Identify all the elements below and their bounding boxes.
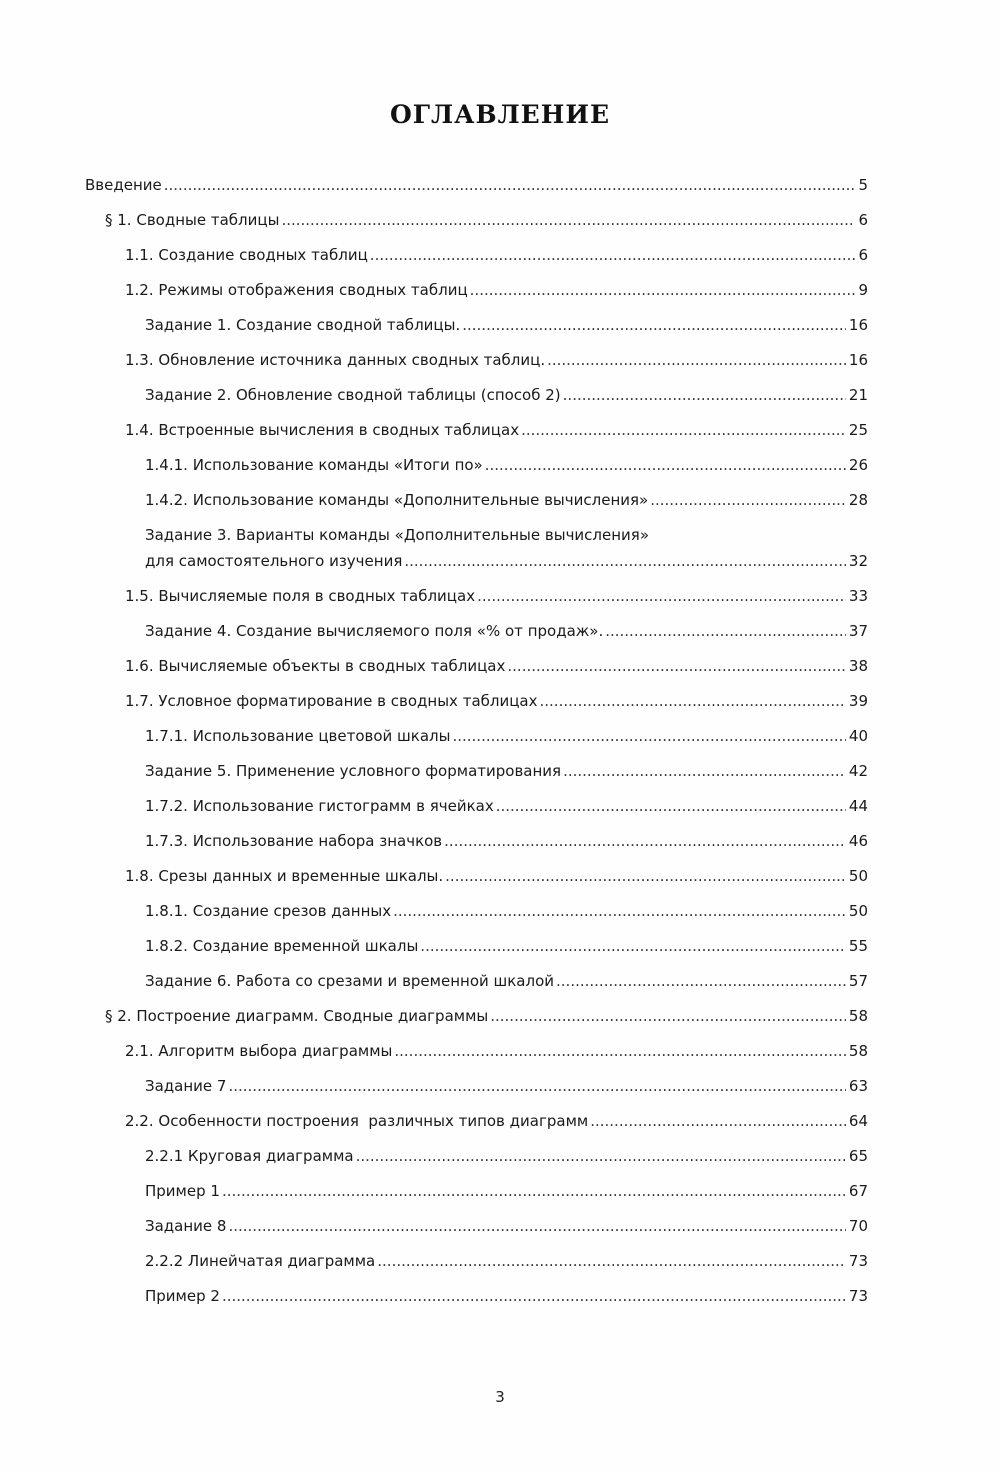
- toc-page-number: 5: [858, 176, 868, 194]
- toc-entry-1-1[interactable]: [125, 246, 868, 265]
- dot-leader: [485, 456, 846, 475]
- toc-page-number: 73: [848, 1252, 868, 1270]
- toc-page-number: 16: [848, 316, 868, 334]
- toc-page-number: 38: [848, 657, 868, 675]
- toc-entry-1-4[interactable]: [125, 421, 868, 440]
- dot-leader: [281, 211, 855, 230]
- toc-entry-text: Задание 1. Создание сводной таблицы.: [145, 316, 461, 334]
- toc-entry-text: 1.8.2. Создание временной шкалы: [145, 937, 419, 955]
- dot-leader: [394, 1042, 846, 1061]
- toc-entry-text: 1.3. Обновление источника данных сводных таблиц.: [125, 351, 546, 369]
- toc-page-number: 64: [848, 1112, 868, 1130]
- page-number: 3: [495, 1388, 505, 1406]
- dot-leader: [222, 1287, 846, 1306]
- toc-entry-task-5[interactable]: [145, 762, 868, 781]
- toc-entry-task-6[interactable]: [145, 972, 868, 991]
- toc-entry-2-2-2[interactable]: [145, 1252, 868, 1271]
- dot-leader: [377, 1252, 846, 1271]
- toc-page-number: 63: [848, 1077, 868, 1095]
- toc-entry-example-1[interactable]: [145, 1182, 868, 1201]
- toc-page-number: 32: [848, 552, 868, 570]
- toc-entry-text: 1.8. Срезы данных и временные шкалы.: [125, 867, 444, 885]
- toc-page-number: 9: [858, 281, 868, 299]
- toc-page-number: 73: [848, 1287, 868, 1305]
- dot-leader: [556, 972, 846, 991]
- dot-leader: [650, 491, 846, 510]
- toc-entry-text: 2.1. Алгоритм выбора диаграммы: [125, 1042, 393, 1060]
- toc-page-number: 26: [848, 456, 868, 474]
- dot-leader: [563, 762, 846, 781]
- toc-page-number: 46: [848, 832, 868, 850]
- toc-page-number: 57: [848, 972, 868, 990]
- dot-leader: [563, 386, 846, 405]
- toc-entry-2-1[interactable]: [125, 1042, 868, 1061]
- dot-leader: [452, 727, 845, 746]
- toc-entry-task-8[interactable]: [145, 1217, 868, 1236]
- toc-entry-text: § 1. Сводные таблицы: [105, 211, 280, 229]
- toc-entry-text: 2.2.1 Круговая диаграмма: [145, 1147, 354, 1165]
- dot-leader: [222, 1182, 846, 1201]
- toc-entry-1-6[interactable]: [125, 657, 868, 676]
- dot-leader: [490, 1007, 846, 1026]
- toc-entry-text: 2.2. Особенности построения различных типов диаграмм: [125, 1112, 589, 1130]
- toc-entry-text: Введение: [85, 176, 162, 194]
- toc-page-number: 33: [848, 587, 868, 605]
- toc-entry-1-4-1[interactable]: [145, 456, 868, 475]
- page-title: ОГЛАВЛЕНИЕ: [389, 100, 611, 129]
- dot-leader: [540, 692, 846, 711]
- toc-entry-2-2-1[interactable]: [145, 1147, 868, 1166]
- toc-entry-2-2[interactable]: [125, 1112, 868, 1131]
- toc-page-number: 40: [848, 727, 868, 745]
- toc-entry-1-7-1[interactable]: [145, 727, 868, 746]
- toc-entry-text: § 2. Построение диаграмм. Сводные диаграммы: [105, 1007, 489, 1025]
- toc-entry-task-1[interactable]: [145, 316, 868, 335]
- toc-entry-text: 1.5. Вычисляемые поля в сводных таблицах: [125, 587, 476, 605]
- toc-entry-task-7[interactable]: [145, 1077, 868, 1096]
- toc-entry-1-5[interactable]: [125, 587, 868, 606]
- toc-entry-text: 1.8.1. Создание срезов данных: [145, 902, 392, 920]
- toc-entry-text: 1.7. Условное форматирование в сводных таблицах: [125, 692, 538, 710]
- toc-page-number: 6: [858, 246, 868, 264]
- toc-entry-section-1[interactable]: [105, 211, 868, 230]
- dot-leader: [496, 797, 846, 816]
- toc-page-number: 70: [848, 1217, 868, 1235]
- dot-leader: [393, 902, 846, 921]
- toc-page-number: 65: [848, 1147, 868, 1165]
- toc-entry-task-4[interactable]: [145, 622, 868, 641]
- toc-entry-1-4-2[interactable]: [145, 491, 868, 510]
- toc-entry-text: 1.7.3. Использование набора значков: [145, 832, 443, 850]
- dot-leader: [470, 281, 856, 300]
- toc-entry-text: 1.4.2. Использование команды «Дополнительные вычисления»: [145, 491, 649, 509]
- dot-leader: [228, 1077, 845, 1096]
- toc-entry-text: Задание 2. Обновление сводной таблицы (способ 2): [145, 386, 561, 404]
- toc-entry-text: Задание 7: [145, 1077, 227, 1095]
- toc-entry-text: Задание 8: [145, 1217, 227, 1235]
- dot-leader: [445, 867, 846, 886]
- toc-page-number: 39: [848, 692, 868, 710]
- toc-entry-1-8[interactable]: [125, 867, 868, 886]
- toc-entry-text: Задание 3. Варианты команды «Дополнительные вычисления»: [145, 526, 649, 544]
- dot-leader: [507, 657, 846, 676]
- toc-page-number: 44: [848, 797, 868, 815]
- toc-entry-section-2[interactable]: [105, 1007, 868, 1026]
- toc-entry-text: для самостоятельного изучения: [145, 552, 403, 570]
- dot-leader: [404, 552, 846, 571]
- toc-page-number: 50: [848, 867, 868, 885]
- toc-entry-1-8-1[interactable]: [145, 902, 868, 921]
- toc-entry-text: Пример 1: [145, 1182, 220, 1200]
- dot-leader: [477, 587, 846, 606]
- toc-page-number: 28: [848, 491, 868, 509]
- dot-leader: [590, 1112, 846, 1131]
- toc-entry-text: Задание 5. Применение условного форматирования: [145, 762, 562, 780]
- toc-entry-text: 1.1. Создание сводных таблиц: [125, 246, 368, 264]
- dot-leader: [356, 1147, 846, 1166]
- toc-entry-text: Задание 6. Работа со срезами и временной шкалой: [145, 972, 555, 990]
- toc-entry-1-2[interactable]: [125, 281, 868, 300]
- dot-leader: [420, 937, 846, 956]
- dot-leader: [228, 1217, 845, 1236]
- toc-entry-text: Пример 2: [145, 1287, 220, 1305]
- toc-entry-task-3[interactable]: [145, 552, 868, 571]
- toc-page-number: 50: [848, 902, 868, 920]
- toc-entry-text: 1.4.1. Использование команды «Итоги по»: [145, 456, 483, 474]
- toc-entry-1-8-2[interactable]: [145, 937, 868, 956]
- dot-leader: [547, 351, 846, 370]
- toc-entry-1-7[interactable]: [125, 692, 868, 711]
- toc-entry-text: 1.7.1. Использование цветовой шкалы: [145, 727, 451, 745]
- toc-entry-task-2[interactable]: [145, 386, 868, 405]
- dot-leader: [521, 421, 846, 440]
- toc-entry-text: 1.4. Встроенные вычисления в сводных таблицах: [125, 421, 520, 439]
- toc-entry-task-3-line-1[interactable]: [145, 526, 868, 545]
- toc-entry-example-2[interactable]: [145, 1287, 868, 1306]
- toc-page-number: 16: [848, 351, 868, 369]
- toc-page-number: 67: [848, 1182, 868, 1200]
- dot-leader: [164, 176, 856, 195]
- toc-entry-1-7-3[interactable]: [145, 832, 868, 851]
- toc-entry-text: 1.6. Вычисляемые объекты в сводных таблицах: [125, 657, 506, 675]
- toc-entry-1-7-2[interactable]: [145, 797, 868, 816]
- toc-entry-text: 1.7.2. Использование гистограмм в ячейках: [145, 797, 494, 815]
- dot-leader: [444, 832, 846, 851]
- dot-leader: [605, 622, 846, 641]
- toc-entry-text: Задание 4. Создание вычисляемого поля «% от продаж».: [145, 622, 604, 640]
- toc-page-number: 6: [858, 211, 868, 229]
- toc-page-number: 37: [848, 622, 868, 640]
- toc-page-number: 25: [848, 421, 868, 439]
- toc-entry-1-3[interactable]: [125, 351, 868, 370]
- toc-page-number: 21: [848, 386, 868, 404]
- toc-page-number: 55: [848, 937, 868, 955]
- toc-page-number: 58: [848, 1042, 868, 1060]
- toc-entry-introduction[interactable]: [85, 176, 868, 195]
- toc-entry-text: 1.2. Режимы отображения сводных таблиц: [125, 281, 468, 299]
- toc-entry-text: 2.2.2 Линейчатая диаграмма: [145, 1252, 376, 1270]
- toc-page-number: 58: [848, 1007, 868, 1025]
- dot-leader: [370, 246, 856, 265]
- toc-page-number: 42: [848, 762, 868, 780]
- dot-leader: [462, 316, 846, 335]
